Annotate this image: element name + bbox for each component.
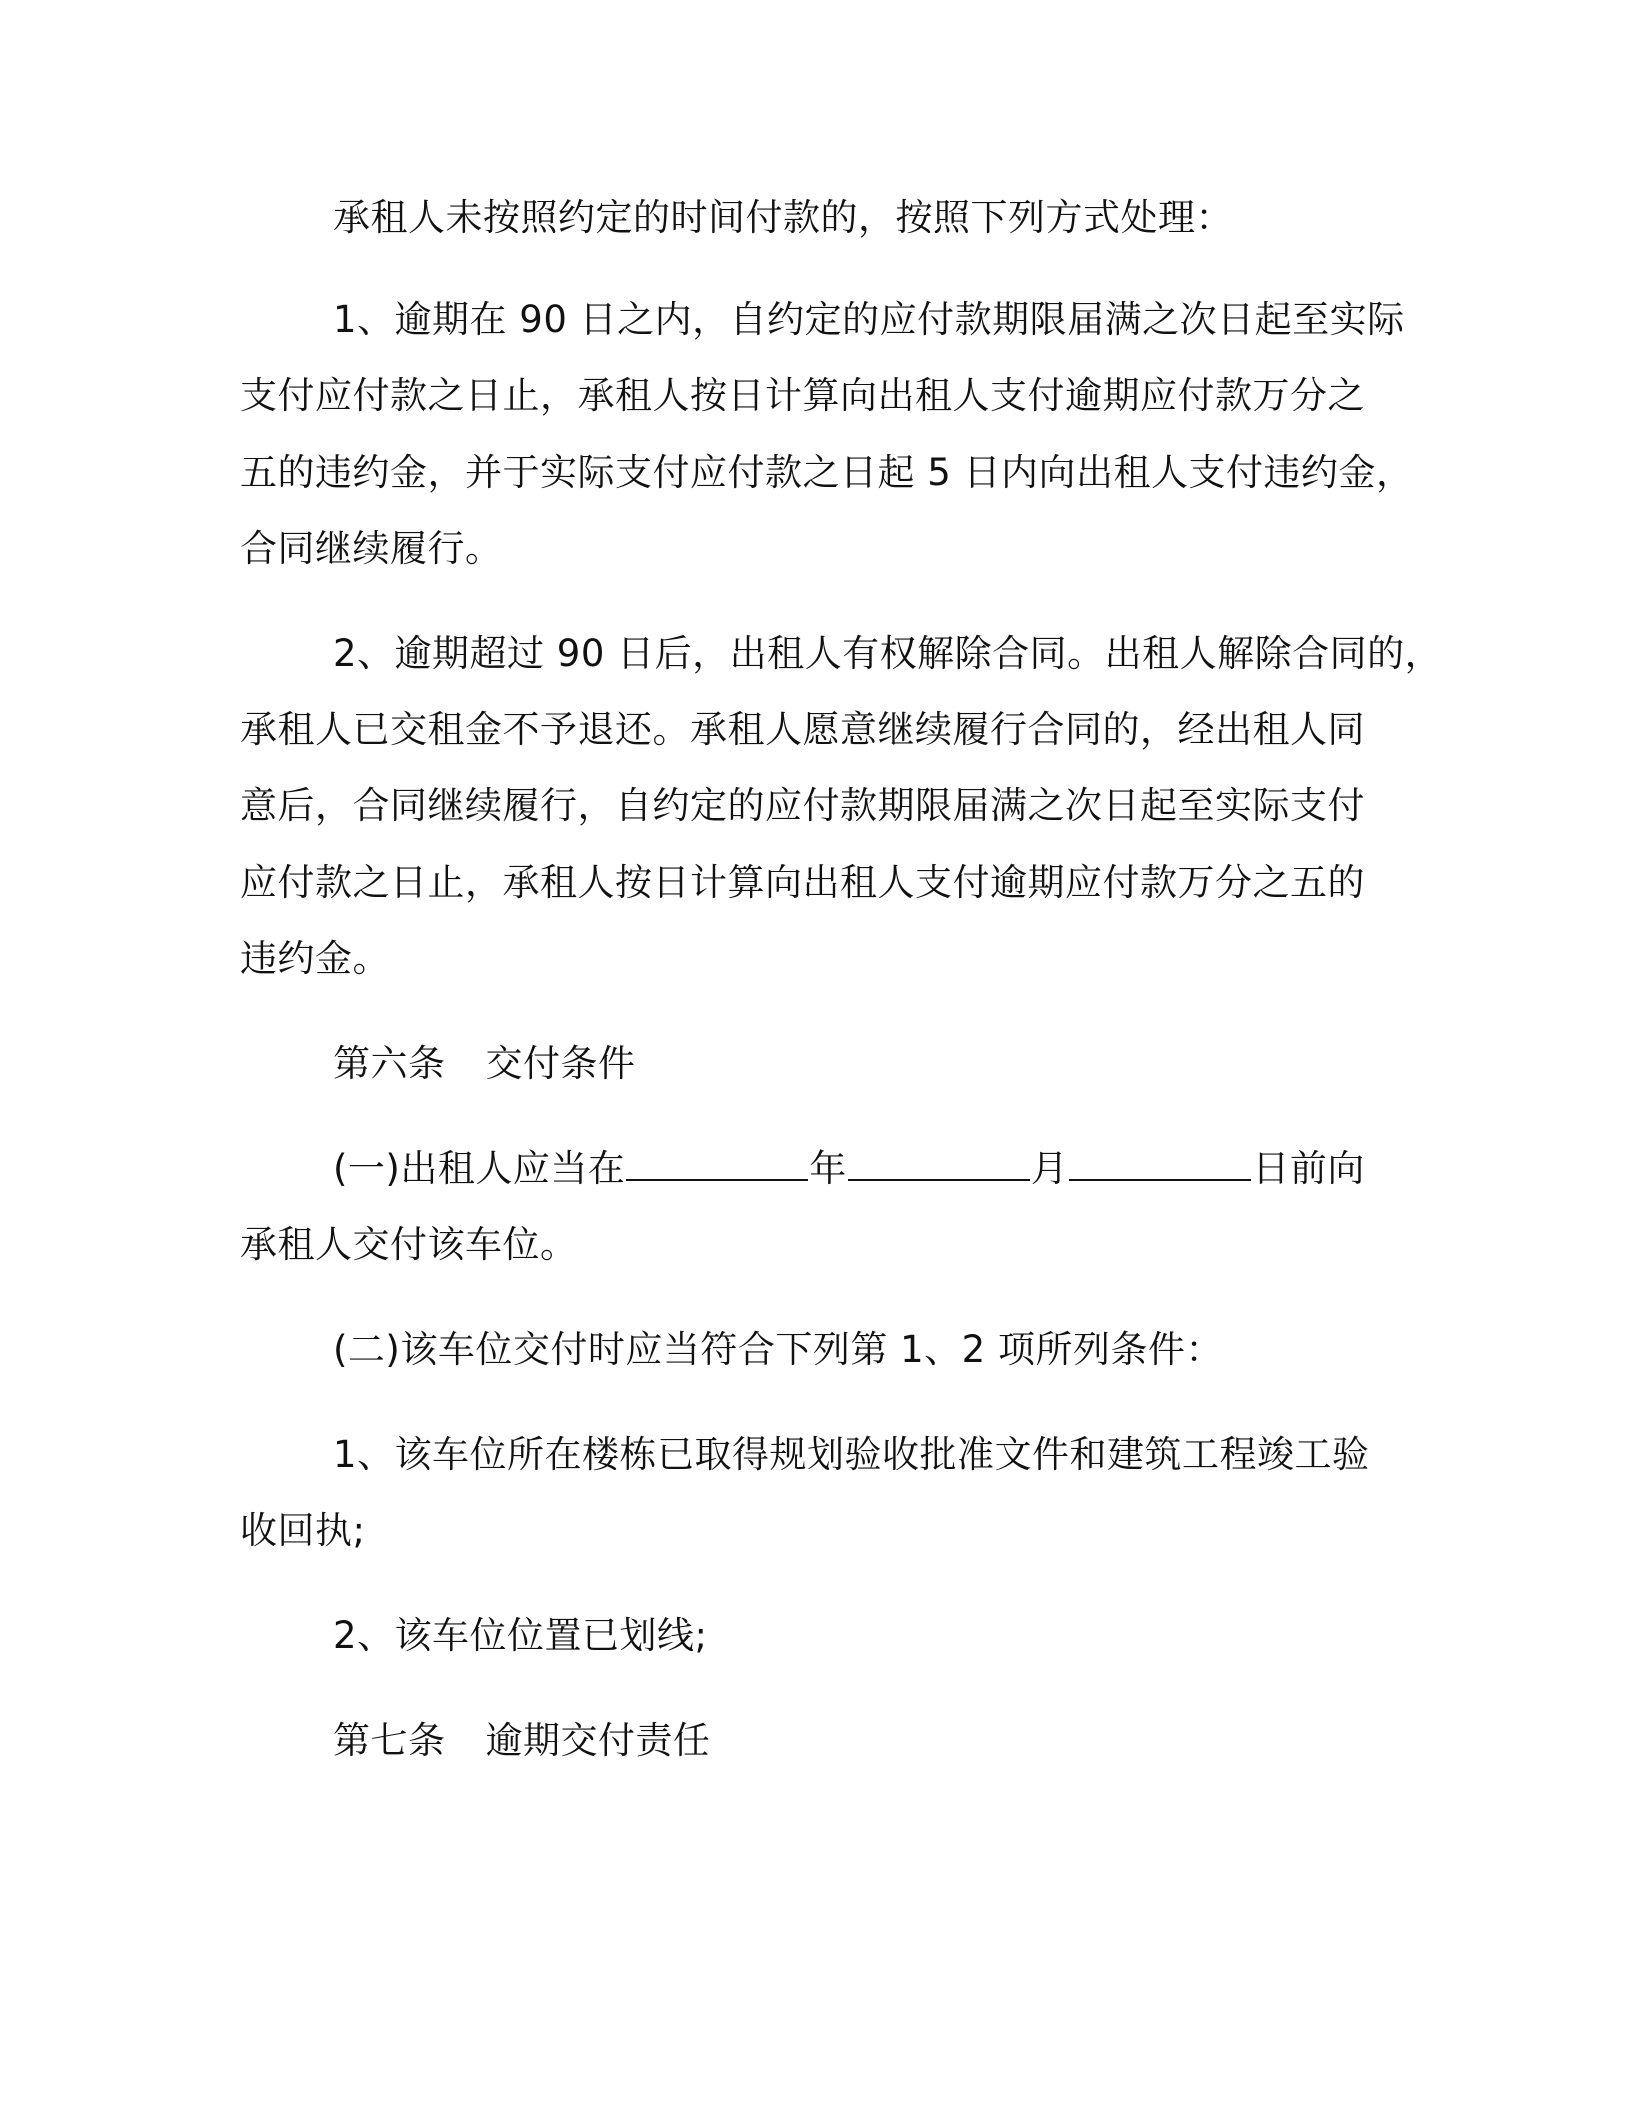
paragraph-line: 意后，合同继续履行，自约定的应付款期限届满之次日起至实际支付 bbox=[240, 784, 1365, 827]
delivery-prefix: (一)出租人应当在 bbox=[333, 1147, 626, 1190]
paragraph-line: 2、逾期超过 90 日后，出租人有权解除合同。出租人解除合同的， bbox=[333, 632, 1443, 675]
paragraph-line: 支付应付款之日止，承租人按日计算向出租人支付逾期应付款万分之 bbox=[240, 374, 1365, 417]
paragraph-line: 承租人已交租金不予退还。承租人愿意继续履行合同的，经出租人同 bbox=[240, 708, 1365, 751]
year-label: 年 bbox=[809, 1147, 847, 1190]
article-number: 第七条 bbox=[333, 1719, 446, 1762]
delivery-suffix: 日前向 bbox=[1252, 1147, 1365, 1190]
paragraph-line: 收回执; bbox=[240, 1509, 366, 1552]
article-6-heading bbox=[333, 1040, 636, 1088]
day-blank bbox=[1069, 1149, 1251, 1181]
paragraph-line: 合同继续履行。 bbox=[240, 527, 503, 570]
paragraph-line: 2、该车位位置已划线; bbox=[333, 1614, 708, 1657]
article-title: 逾期交付责任 bbox=[485, 1719, 711, 1762]
month-label: 月 bbox=[1030, 1147, 1069, 1190]
article-title: 交付条件 bbox=[485, 1042, 636, 1085]
paragraph-line: 应付款之日止，承租人按日计算向出租人支付逾期应付款万分之五的 bbox=[240, 861, 1365, 904]
paragraph-line: (二)该车位交付时应当符合下列第 1、2 项所列条件： bbox=[333, 1328, 1223, 1371]
paragraph-line: 1、该车位所在楼栋已取得规划验收批准文件和建筑工程竣工验 bbox=[333, 1433, 1370, 1476]
paragraph-line: 1、逾期在 90 日之内，自约定的应付款期限届满之次日起至实际 bbox=[333, 298, 1405, 341]
article-number: 第六条 bbox=[333, 1042, 446, 1085]
paragraph-line: 承租人未按照约定的时间付款的，按照下列方式处理： bbox=[333, 196, 1233, 239]
article-7-heading bbox=[333, 1717, 711, 1765]
year-blank bbox=[626, 1149, 808, 1181]
month-blank bbox=[848, 1149, 1030, 1181]
paragraph-line: 五的违约金，并于实际支付应付款之日起 5 日内向出租人支付违约金， bbox=[240, 451, 1414, 494]
delivery-date-line bbox=[333, 1145, 1365, 1193]
paragraph-line: 承租人交付该车位。 bbox=[240, 1223, 578, 1266]
paragraph-line: 违约金。 bbox=[240, 937, 390, 980]
